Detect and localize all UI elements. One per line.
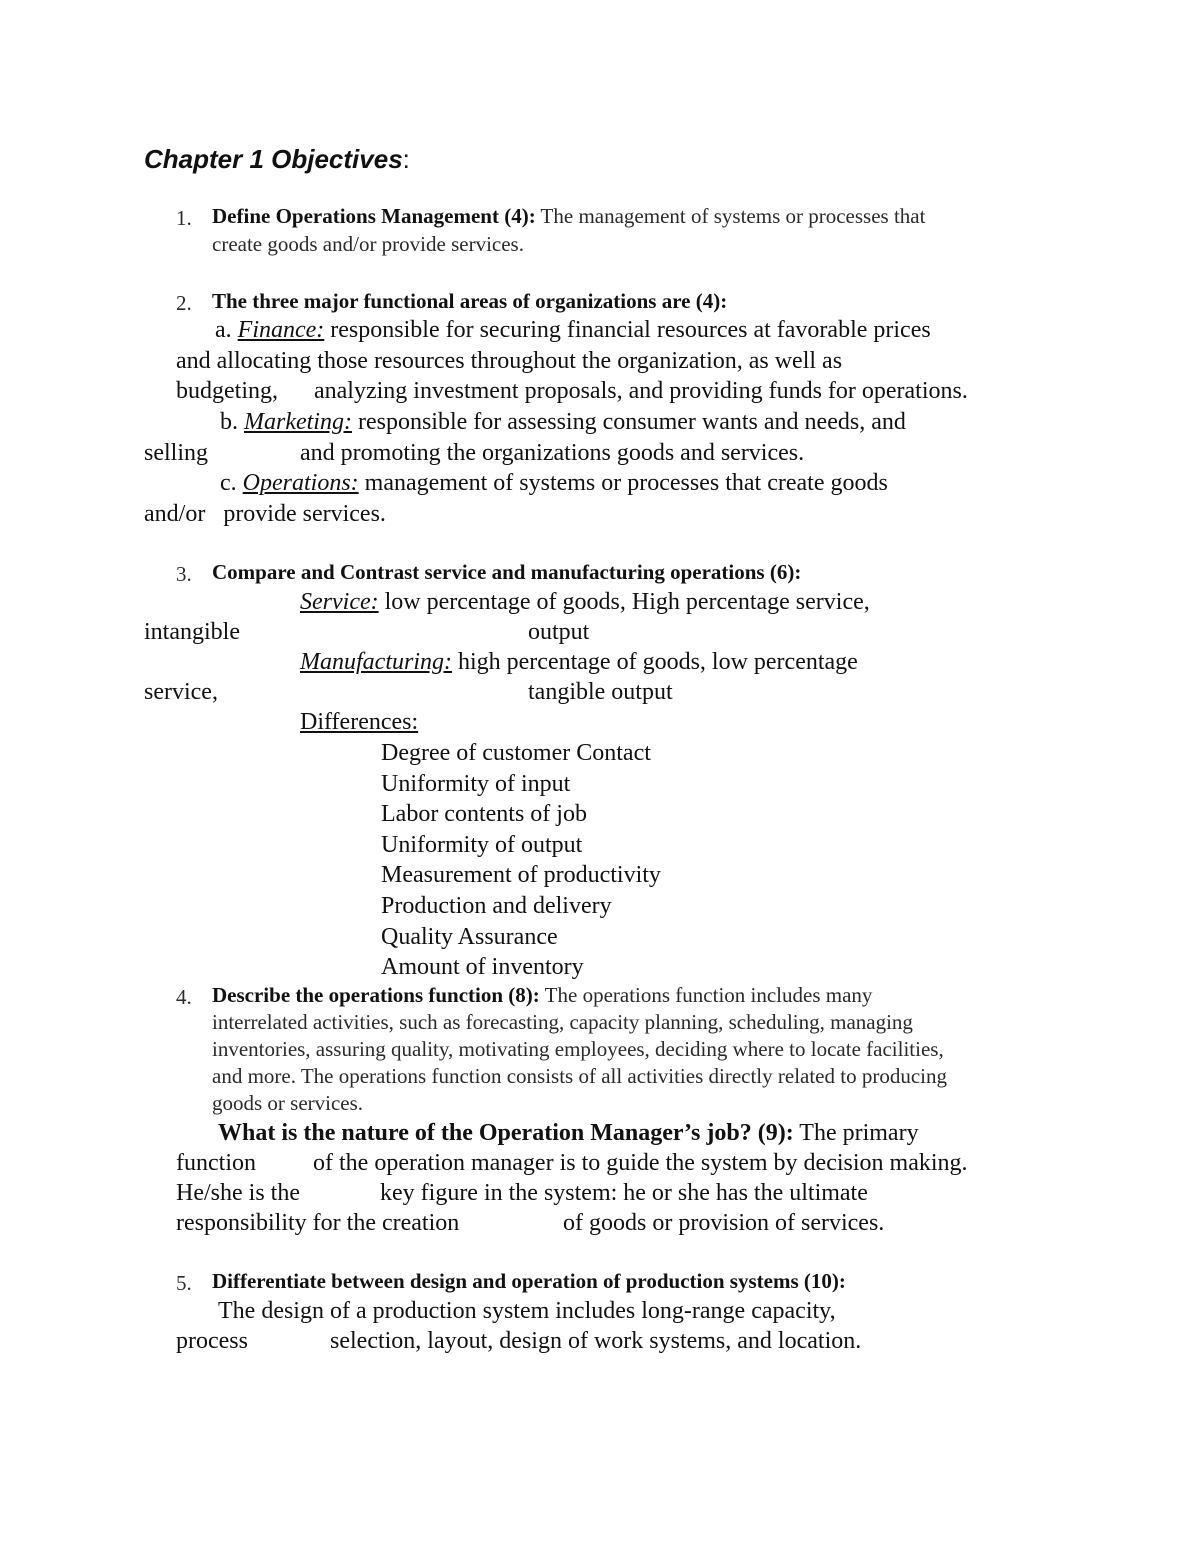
item5-number: 5.: [176, 1271, 192, 1295]
item5-line2b: selection, layout, design of work systems, and location.: [330, 1328, 862, 1354]
nature-question-line1: [218, 1121, 919, 1145]
item1-label: Define Operations Management (4):: [212, 204, 536, 228]
item4-line5: goods or services.: [212, 1091, 364, 1115]
service-line2a: intangible: [144, 619, 240, 645]
item5-label: Differentiate between design and operation of production systems (10):: [212, 1269, 846, 1293]
item4-text1: The operations function includes many: [539, 983, 873, 1007]
difference-item: Measurement of productivity: [381, 862, 661, 888]
service-term: Service:: [300, 589, 379, 615]
title-text: Chapter 1 Objectives: [144, 144, 403, 174]
difference-item: Uniformity of input: [381, 771, 571, 797]
item5-line1: The design of a production system includes long-range capacity,: [218, 1298, 836, 1324]
item2-number: 2.: [176, 291, 192, 315]
manufacturing-line1: [300, 650, 858, 674]
difference-item: Labor contents of job: [381, 801, 587, 827]
item2-c-line1: [220, 471, 888, 495]
manufacturing-line2a: service,: [144, 679, 218, 705]
service-text1: low percentage of goods, High percentage service,: [378, 589, 870, 615]
item4-line3: inventories, assuring quality, motivating employees, deciding where to locate facilities,: [212, 1037, 944, 1061]
operations-term: Operations:: [242, 470, 359, 496]
manufacturing-text1: high percentage of goods, low percentage: [451, 649, 858, 675]
item2-c-prefix: c.: [220, 470, 243, 496]
manufacturing-term: Manufacturing:: [300, 649, 452, 675]
item4-line2: interrelated activities, such as forecasting, capacity planning, scheduling, managing: [212, 1010, 913, 1034]
service-line2b: output: [528, 619, 590, 645]
page-title: [144, 144, 410, 175]
item2-a-line1: [215, 318, 931, 342]
title-colon: :: [402, 144, 410, 174]
item4-line1: [212, 985, 872, 1006]
difference-item: Quality Assurance: [381, 924, 558, 950]
item3-number: 3.: [176, 562, 192, 586]
service-line1: [300, 590, 870, 614]
item1-number: 1.: [176, 206, 192, 230]
item2-a-line3: budgeting, analyzing investment proposals, and providing funds for operations.: [176, 378, 968, 404]
item1-line2: create goods and/or provide services.: [212, 232, 524, 256]
item4-number: 4.: [176, 985, 192, 1009]
nature-question-line4b: of goods or provision of services.: [563, 1210, 885, 1236]
item2-c-text1: management of systems or processes that create goods: [358, 470, 888, 496]
item5-line2a: process: [176, 1328, 248, 1354]
item2-b-prefix: b.: [220, 409, 244, 435]
difference-item: Degree of customer Contact: [381, 740, 651, 766]
nature-question-line3a: He/she is the: [176, 1180, 300, 1206]
item2-c-line2: and/or provide services.: [144, 501, 386, 527]
difference-item: Amount of inventory: [381, 954, 584, 980]
item1-line1: [212, 206, 925, 227]
item2-b-line1: [220, 410, 906, 434]
nature-question-line3b: key figure in the system: he or she has the ultimate: [380, 1180, 868, 1206]
item2-b-line2b: and promoting the organizations goods and services.: [300, 440, 805, 466]
manufacturing-line2b: tangible output: [528, 679, 673, 705]
item4-line4: and more. The operations function consists of all activities directly related to producing: [212, 1064, 947, 1088]
nature-question-line2b: of the operation manager is to guide the system by decision making.: [313, 1150, 968, 1176]
differences-label: Differences:: [300, 709, 419, 735]
marketing-term: Marketing:: [244, 409, 352, 435]
item2-a-line2: and allocating those resources throughout the organization, as well as: [176, 348, 843, 374]
nature-question-label: What is the nature of the Operation Manager’s job? (9):: [218, 1120, 794, 1146]
difference-item: Uniformity of output: [381, 832, 583, 858]
item3-label: Compare and Contrast service and manufacturing operations (6):: [212, 560, 802, 584]
finance-term: Finance:: [237, 317, 325, 343]
nature-question-line4a: responsibility for the creation: [176, 1210, 460, 1236]
item2-a-prefix: a.: [215, 317, 238, 343]
item4-label: Describe the operations function (8):: [212, 983, 540, 1007]
nature-question-text1: The primary: [793, 1120, 919, 1146]
item2-label: The three major functional areas of organizations are (4):: [212, 289, 728, 313]
item2-a-text1: responsible for securing financial resources at favorable prices: [324, 317, 931, 343]
difference-item: Production and delivery: [381, 893, 612, 919]
item1-text1: The management of systems or processes that: [535, 204, 926, 228]
item2-b-line2a: selling: [144, 440, 208, 466]
item2-b-text1: responsible for assessing consumer wants and needs, and: [351, 409, 906, 435]
nature-question-line2a: function: [176, 1150, 256, 1176]
